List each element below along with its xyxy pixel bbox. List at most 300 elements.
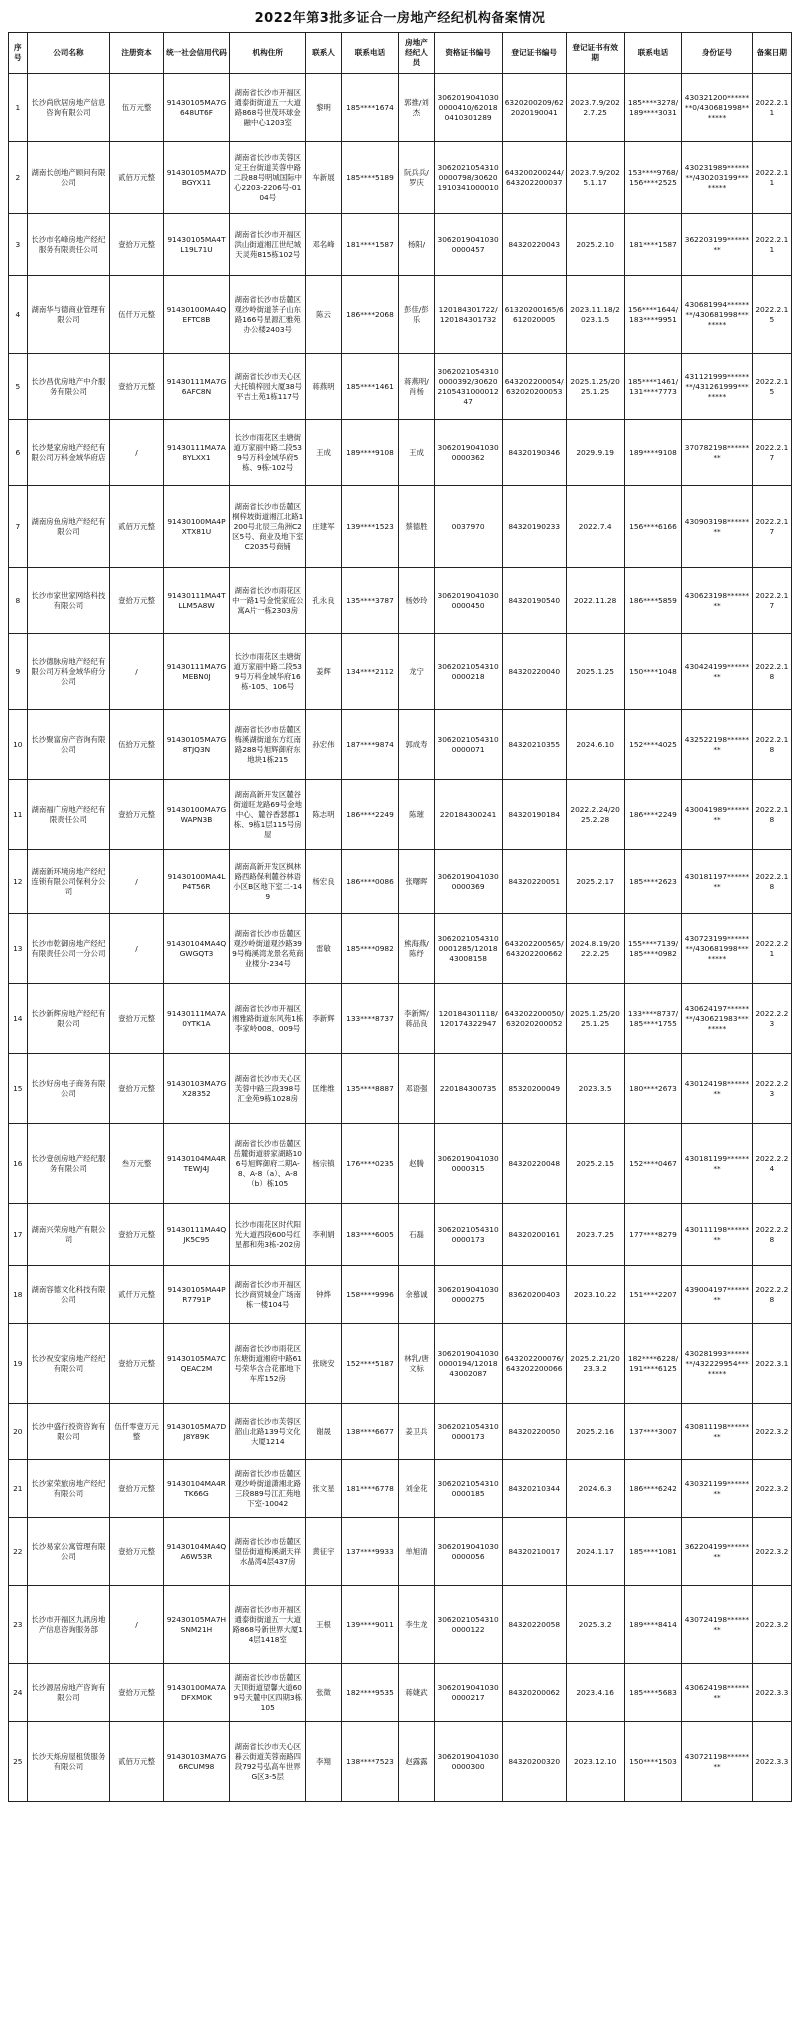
table-row	[9, 710, 792, 780]
filing-date-cell: 2022.3.2	[752, 1518, 791, 1586]
registered-capital-cell: 壹拾万元整	[110, 354, 164, 420]
company-name-cell: 长沙昌优房地产中介服务有限公司	[27, 354, 110, 420]
header-agent: 房地产经纪人员	[399, 33, 434, 74]
contact-phone-cell: 182****9535	[341, 1664, 399, 1722]
filing-date-cell: 2022.3.2	[752, 1586, 791, 1664]
filing-date-cell: 2022.2.18	[752, 850, 791, 914]
seq-cell: 7	[9, 486, 28, 568]
contact-person-cell: 李利娟	[306, 1204, 341, 1266]
credit-code-cell: 91430105MA7G8TJQ3N	[163, 710, 229, 780]
id-number-cell: 432522198********	[682, 710, 752, 780]
contact-phone-cell: 137****9933	[341, 1518, 399, 1586]
table-row	[9, 1460, 792, 1518]
header-filing-date: 备案日期	[752, 33, 791, 74]
seq-cell: 13	[9, 914, 28, 984]
company-name-cell: 长沙家荣旅房地产经纪有限公司	[27, 1460, 110, 1518]
filing-date-cell: 2022.2.18	[752, 634, 791, 710]
registration-cert-cell: 84320190540	[502, 568, 566, 634]
qualification-cert-cell: 120184301722/120184301732	[434, 276, 502, 354]
seq-cell: 20	[9, 1404, 28, 1460]
filing-date-cell: 2022.2.18	[752, 710, 791, 780]
contact-phone-cell: 185****5189	[341, 142, 399, 214]
agent-cell: 李新辉/蒋品良	[399, 984, 434, 1054]
registered-capital-cell: /	[110, 1586, 164, 1664]
registration-cert-cell: 85320200049	[502, 1054, 566, 1124]
table-header-row	[9, 33, 792, 74]
qualification-cert-cell: 30620190410300000217	[434, 1664, 502, 1722]
registration-validity-cell: 2024.6.3	[566, 1460, 624, 1518]
registration-cert-cell: 643202200076/643202200066	[502, 1324, 566, 1404]
contact-phone-cell: 138****6677	[341, 1404, 399, 1460]
qualification-cert-cell: 30620190410300000450	[434, 568, 502, 634]
contact-person-cell: 谢晟	[306, 1404, 341, 1460]
agent-phone-cell: 186****6242	[624, 1460, 682, 1518]
qualification-cert-cell: 30620190410300000362	[434, 420, 502, 486]
registration-cert-cell: 84320210344	[502, 1460, 566, 1518]
agent-phone-cell: 153****9768/156****2525	[624, 142, 682, 214]
company-name-cell: 长沙市乾御房地产经纪有限责任公司一分公司	[27, 914, 110, 984]
company-name-cell: 长沙祝安家房地产经纪有限公司	[27, 1324, 110, 1404]
contact-phone-cell: 139****1523	[341, 486, 399, 568]
company-name-cell: 长沙源居房地产咨询有限公司	[27, 1664, 110, 1722]
agent-phone-cell: 185****1461/131****7773	[624, 354, 682, 420]
registered-capital-cell: 壹拾万元整	[110, 1518, 164, 1586]
filing-date-cell: 2022.2.21	[752, 914, 791, 984]
seq-cell: 25	[9, 1722, 28, 1802]
credit-code-cell: 91430105MA7CQEAC2M	[163, 1324, 229, 1404]
header-id-number: 身份证号	[682, 33, 752, 74]
credit-code-cell: 91430111MA4TLLM5A8W	[163, 568, 229, 634]
qualification-cert-cell: 30620190410300000194/1201843002087	[434, 1324, 502, 1404]
agent-phone-cell: 186****5859	[624, 568, 682, 634]
document-title: 2022年第3批多证合一房地产经纪机构备案情况	[254, 11, 546, 26]
company-name-cell: 长沙市家世家网络科技有限公司	[27, 568, 110, 634]
table-row	[9, 74, 792, 142]
agent-phone-cell: 156****6166	[624, 486, 682, 568]
contact-person-cell: 张徵	[306, 1664, 341, 1722]
filing-date-cell: 2022.2.17	[752, 568, 791, 634]
id-number-cell: 430124198********	[682, 1054, 752, 1124]
qualification-cert-cell: 220184300241	[434, 780, 502, 850]
contact-phone-cell: 135****8887	[341, 1054, 399, 1124]
qualification-cert-cell: 220184300735	[434, 1054, 502, 1124]
registration-validity-cell: 2025.2.15	[566, 1124, 624, 1204]
agent-phone-cell: 185****5683	[624, 1664, 682, 1722]
agent-phone-cell: 150****1503	[624, 1722, 682, 1802]
seq-cell: 3	[9, 214, 28, 276]
contact-phone-cell: 186****2249	[341, 780, 399, 850]
address-cell: 湖南高新开发区麓谷街道旺龙路69号金地中心、麓谷香瑟郡1栋、9栋1层115号房屋	[230, 780, 306, 850]
address-cell: 湖南省长沙市雨花区东塘街道湘府中路61号荣华含合花都地下车库152房	[230, 1324, 306, 1404]
seq-cell: 1	[9, 74, 28, 142]
header-agent-phone: 联系电话	[624, 33, 682, 74]
contact-person-cell: 陈志明	[306, 780, 341, 850]
agent-phone-cell: 155****7139/185****0982	[624, 914, 682, 984]
qualification-cert-cell: 30620190410300000369	[434, 850, 502, 914]
filing-date-cell: 2022.3.2	[752, 1460, 791, 1518]
id-number-cell: 430424199********	[682, 634, 752, 710]
table-row	[9, 780, 792, 850]
filing-date-cell: 2022.2.11	[752, 74, 791, 142]
registered-capital-cell: 伍万元整	[110, 74, 164, 142]
agent-phone-cell: 152****0467	[624, 1124, 682, 1204]
id-number-cell: 430181197********	[682, 850, 752, 914]
registration-cert-cell: 61320200165/6612020005	[502, 276, 566, 354]
registered-capital-cell: /	[110, 420, 164, 486]
agent-cell: 郭成寿	[399, 710, 434, 780]
id-number-cell: 430281993********/432229954********	[682, 1324, 752, 1404]
contact-phone-cell: 176****0235	[341, 1124, 399, 1204]
agent-cell: 蒋燕明/肖杨	[399, 354, 434, 420]
registration-validity-cell: 2023.10.22	[566, 1266, 624, 1324]
registration-cert-cell: 643202200565/643202200662	[502, 914, 566, 984]
registered-capital-cell: 壹拾万元整	[110, 1054, 164, 1124]
contact-phone-cell: 138****7523	[341, 1722, 399, 1802]
contact-phone-cell: 158****9996	[341, 1266, 399, 1324]
credit-code-cell: 91430100MA4LP4T56R	[163, 850, 229, 914]
table-row	[9, 486, 792, 568]
id-number-cell: 439004197********	[682, 1266, 752, 1324]
registered-capital-cell: 壹拾万元整	[110, 780, 164, 850]
seq-cell: 17	[9, 1204, 28, 1266]
contact-person-cell: 匡维维	[306, 1054, 341, 1124]
id-number-cell: 430903198********	[682, 486, 752, 568]
company-name-cell: 长沙新辉房地产经纪有限公司	[27, 984, 110, 1054]
registered-capital-cell: 壹拾万元整	[110, 1664, 164, 1722]
id-number-cell: 430623198********	[682, 568, 752, 634]
contact-person-cell: 黄征宇	[306, 1518, 341, 1586]
id-number-cell: 430231989********/430203199********	[682, 142, 752, 214]
qualification-cert-cell: 30620210543100000218	[434, 634, 502, 710]
address-cell: 湖南省长沙市岳麓区天顶街道望馨大道609号天麓中区四期3栋105	[230, 1664, 306, 1722]
contact-phone-cell: 152****5187	[341, 1324, 399, 1404]
seq-cell: 6	[9, 420, 28, 486]
filing-date-cell: 2022.2.18	[752, 780, 791, 850]
registration-cert-cell: 84320190233	[502, 486, 566, 568]
company-name-cell: 长沙市开福区九訊房地产信息咨询服务部	[27, 1586, 110, 1664]
address-cell: 湖南省长沙市雨花区中一路1号金悦家庭公寓A片一栋2303房	[230, 568, 306, 634]
agent-cell: 赵腾	[399, 1124, 434, 1204]
seq-cell: 24	[9, 1664, 28, 1722]
table-row	[9, 1204, 792, 1266]
registration-validity-cell: 2024.6.10	[566, 710, 624, 780]
registration-validity-cell: 2025.2.10	[566, 214, 624, 276]
contact-person-cell: 杨宏良	[306, 850, 341, 914]
registered-capital-cell: /	[110, 634, 164, 710]
credit-code-cell: 91430105MA7DJ8Y89K	[163, 1404, 229, 1460]
agent-cell: 熊海燕/陈纾	[399, 914, 434, 984]
contact-person-cell: 姜辉	[306, 634, 341, 710]
filing-date-cell: 2022.2.15	[752, 276, 791, 354]
registration-validity-cell: 2029.9.19	[566, 420, 624, 486]
credit-code-cell: 91430103MA7GX28352	[163, 1054, 229, 1124]
company-name-cell: 长沙天烁房屋租赁服务有限公司	[27, 1722, 110, 1802]
seq-cell: 18	[9, 1266, 28, 1324]
registered-capital-cell: 壹拾万元整	[110, 984, 164, 1054]
registered-capital-cell: 贰佰万元整	[110, 486, 164, 568]
registration-validity-cell: 2022.7.4	[566, 486, 624, 568]
address-cell: 湖南省长沙市岳麓区岳麓街道骄家湖路106号旭辉御府二期A-8、A-8（a）、A-8（b）栋105	[230, 1124, 306, 1204]
contact-person-cell: 蒋燕明	[306, 354, 341, 420]
company-name-cell: 长沙市名峰房地产经纪服务有限责任公司	[27, 214, 110, 276]
registered-capital-cell: 壹拾万元整	[110, 568, 164, 634]
credit-code-cell: 91430104MA4RTK66G	[163, 1460, 229, 1518]
agent-cell: 陈璀	[399, 780, 434, 850]
agent-phone-cell: 185****1081	[624, 1518, 682, 1586]
registration-cert-cell: 84320220040	[502, 634, 566, 710]
registration-cert-cell: 84320220048	[502, 1124, 566, 1204]
qualification-cert-cell: 30620210543100000392/306202105431000012 47	[434, 354, 502, 420]
company-name-cell: 长沙楚家房地产经纪有限公司万科金域华府店	[27, 420, 110, 486]
qualification-cert-cell: 30620190410300000275	[434, 1266, 502, 1324]
contact-phone-cell: 139****9011	[341, 1586, 399, 1664]
credit-code-cell: 91430100MA7ADFXM0K	[163, 1664, 229, 1722]
contact-person-cell: 车新展	[306, 142, 341, 214]
company-name-cell: 湖南容德文化科技有限公司	[27, 1266, 110, 1324]
filing-date-cell: 2022.2.24	[752, 1124, 791, 1204]
table-row	[9, 1324, 792, 1404]
address-cell: 湖南省长沙市岳麓区观沙岭街道潇湘北路三段889号江汇苑地下室-10042	[230, 1460, 306, 1518]
address-cell: 湖南省长沙市开福区长沙商贸城金广场南栋一楼104号	[230, 1266, 306, 1324]
filing-date-cell: 2022.2.28	[752, 1266, 791, 1324]
agent-cell: 阮兵兵/罗庆	[399, 142, 434, 214]
address-cell: 湖南省长沙市岳麓区望岳街道梅溪湖天祥水晶湾4层437房	[230, 1518, 306, 1586]
credit-code-cell: 91430100MA4QEFTC8B	[163, 276, 229, 354]
registered-capital-cell: 伍仟万元整	[110, 276, 164, 354]
agent-cell: 姜卫兵	[399, 1404, 434, 1460]
agent-phone-cell: 189****8414	[624, 1586, 682, 1664]
table-row	[9, 214, 792, 276]
id-number-cell: 431121999********/431261999********	[682, 354, 752, 420]
agent-cell: 杨阳/	[399, 214, 434, 276]
id-number-cell: 362203199********	[682, 214, 752, 276]
id-number-cell: 370782198********	[682, 420, 752, 486]
contact-person-cell: 邓名峰	[306, 214, 341, 276]
table-row	[9, 984, 792, 1054]
registered-capital-cell: 贰佰万元整	[110, 142, 164, 214]
agent-cell: 彭佳/彭乐	[399, 276, 434, 354]
contact-person-cell: 雷敏	[306, 914, 341, 984]
id-number-cell: 362204199********	[682, 1518, 752, 1586]
contact-phone-cell: 186****2068	[341, 276, 399, 354]
qualification-cert-cell: 30620210543100000122	[434, 1586, 502, 1664]
contact-phone-cell: 186****0086	[341, 850, 399, 914]
registration-cert-cell: 84320220051	[502, 850, 566, 914]
agent-phone-cell: 156****1644/183****9951	[624, 276, 682, 354]
registration-validity-cell: 2023.7.9/2022.7.25	[566, 74, 624, 142]
registration-validity-cell: 2025.1.25/2025.1.25	[566, 354, 624, 420]
table-row	[9, 420, 792, 486]
id-number-cell: 430723199********/430681998********	[682, 914, 752, 984]
credit-code-cell: 91430105MA7G648UT6F	[163, 74, 229, 142]
registration-validity-cell: 2024.1.17	[566, 1518, 624, 1586]
address-cell: 湖南省长沙市岳麓区观沙岭街道观沙路399号梅溪湾龙景名苑商业楼分-234号	[230, 914, 306, 984]
credit-code-cell: 91430111MA7GMEBN0J	[163, 634, 229, 710]
agent-phone-cell: 177****8279	[624, 1204, 682, 1266]
table-row	[9, 1664, 792, 1722]
contact-person-cell: 钟烨	[306, 1266, 341, 1324]
header-registered-capital: 注册资本	[110, 33, 164, 74]
address-cell: 湖南省长沙市岳麓区观沙岭街道茶子山东路166号星源汇雅苑办公楼2403号	[230, 276, 306, 354]
header-credit-code: 统一社会信用代码	[163, 33, 229, 74]
registration-validity-cell: 2025.1.25	[566, 634, 624, 710]
filing-date-cell: 2022.2.15	[752, 354, 791, 420]
credit-code-cell: 91430111MA7A0YTK1A	[163, 984, 229, 1054]
registration-validity-cell: 2023.7.25	[566, 1204, 624, 1266]
qualification-cert-cell: 30620190410300000457	[434, 214, 502, 276]
agent-cell: 张曙晖	[399, 850, 434, 914]
seq-cell: 12	[9, 850, 28, 914]
filing-date-cell: 2022.2.23	[752, 1054, 791, 1124]
contact-person-cell: 李新辉	[306, 984, 341, 1054]
credit-code-cell: 92430105MA7HSNM21H	[163, 1586, 229, 1664]
table-row	[9, 1518, 792, 1586]
credit-code-cell: 91430105MA4PR7791P	[163, 1266, 229, 1324]
id-number-cell: 430681994********/430681998********	[682, 276, 752, 354]
table-row	[9, 1404, 792, 1460]
contact-phone-cell: 181****1587	[341, 214, 399, 276]
table-body	[9, 74, 792, 1802]
contact-person-cell: 张晓安	[306, 1324, 341, 1404]
contact-phone-cell: 181****6778	[341, 1460, 399, 1518]
registration-validity-cell: 2025.2.21/2023.3.2	[566, 1324, 624, 1404]
address-cell: 湖南省长沙市开福区湘雅路街道东风苑1栋李家岭008、009号	[230, 984, 306, 1054]
id-number-cell: 430721198********	[682, 1722, 752, 1802]
contact-phone-cell: 133****8737	[341, 984, 399, 1054]
filing-date-cell: 2022.2.17	[752, 486, 791, 568]
registration-cert-cell: 84320210355	[502, 710, 566, 780]
filing-date-cell: 2022.2.28	[752, 1204, 791, 1266]
id-number-cell: 430811198********	[682, 1404, 752, 1460]
agent-cell: 龙宁	[399, 634, 434, 710]
header-seq: 序号	[9, 33, 28, 74]
seq-cell: 2	[9, 142, 28, 214]
seq-cell: 16	[9, 1124, 28, 1204]
address-cell: 长沙市雨花区圭塘街道万家丽中路二段539号万科金域华府5栋、9栋-102号	[230, 420, 306, 486]
table-row	[9, 354, 792, 420]
company-name-cell: 长沙壹创房地产经纪服务有限公司	[27, 1124, 110, 1204]
registered-capital-cell: 壹拾万元整	[110, 1204, 164, 1266]
credit-code-cell: 91430104MA4QGWGQT3	[163, 914, 229, 984]
id-number-cell: 430724198********	[682, 1586, 752, 1664]
registered-capital-cell: /	[110, 914, 164, 984]
address-cell: 长沙市雨花区时代阳光大道西段600号红星都和苑3栋-202房	[230, 1204, 306, 1266]
qualification-cert-cell: 30620190410300000300	[434, 1722, 502, 1802]
registration-cert-cell: 84320190346	[502, 420, 566, 486]
company-name-cell: 长沙易家公寓管理有限公司	[27, 1518, 110, 1586]
credit-code-cell: 91430103MA7G6RCUM98	[163, 1722, 229, 1802]
company-name-cell: 湖南福广房地产经纪有限责任公司	[27, 780, 110, 850]
contact-phone-cell: 189****9108	[341, 420, 399, 486]
table-row	[9, 142, 792, 214]
filing-date-cell: 2022.2.17	[752, 420, 791, 486]
qualification-cert-cell: 30620210543100000185	[434, 1460, 502, 1518]
contact-phone-cell: 183****6005	[341, 1204, 399, 1266]
registration-cert-cell: 84320190184	[502, 780, 566, 850]
address-cell: 湖南省长沙市芙蓉区定王台街道芙蓉中路二段88号明城国际中心2203-2206号-0104号	[230, 142, 306, 214]
table-row	[9, 914, 792, 984]
contact-person-cell: 孔永良	[306, 568, 341, 634]
table-row	[9, 1124, 792, 1204]
registration-validity-cell: 2023.12.10	[566, 1722, 624, 1802]
seq-cell: 5	[9, 354, 28, 420]
agent-phone-cell: 186****2249	[624, 780, 682, 850]
table-row	[9, 1266, 792, 1324]
seq-cell: 4	[9, 276, 28, 354]
table-row	[9, 1054, 792, 1124]
registration-validity-cell: 2025.1.25/2025.1.25	[566, 984, 624, 1054]
seq-cell: 15	[9, 1054, 28, 1124]
agent-phone-cell: 180****2673	[624, 1054, 682, 1124]
seq-cell: 22	[9, 1518, 28, 1586]
qualification-cert-cell: 0037970	[434, 486, 502, 568]
company-name-cell: 湖南长创地产顾问有限公司	[27, 142, 110, 214]
header-registration-validity: 登记证书有效期	[566, 33, 624, 74]
filing-date-cell: 2022.3.3	[752, 1664, 791, 1722]
contact-person-cell: 孙宏伟	[306, 710, 341, 780]
seq-cell: 8	[9, 568, 28, 634]
seq-cell: 19	[9, 1324, 28, 1404]
agent-phone-cell: 185****3278/189****3031	[624, 74, 682, 142]
qualification-cert-cell: 30620190410300000410/620180410301289	[434, 74, 502, 142]
qualification-cert-cell: 30620210543100000173	[434, 1204, 502, 1266]
registration-cert-cell: 643200200244/643202200037	[502, 142, 566, 214]
registration-validity-cell: 2023.4.16	[566, 1664, 624, 1722]
id-number-cell: 430321200********0/430681998*******	[682, 74, 752, 142]
registration-cert-cell: 83620200403	[502, 1266, 566, 1324]
registration-cert-cell: 84320200161	[502, 1204, 566, 1266]
header-company-name: 公司名称	[27, 33, 110, 74]
header-registration-cert-no: 登记证书编号	[502, 33, 566, 74]
registration-cert-cell: 84320210017	[502, 1518, 566, 1586]
table-row	[9, 850, 792, 914]
company-name-cell: 湖南华与德商业管理有限公司	[27, 276, 110, 354]
credit-code-cell: 91430111MA7A8YLXX1	[163, 420, 229, 486]
company-name-cell: 长沙聚富房产咨询有限公司	[27, 710, 110, 780]
agent-cell: 王成	[399, 420, 434, 486]
id-number-cell: 430041989********	[682, 780, 752, 850]
credit-code-cell: 91430105MA4TL19L71U	[163, 214, 229, 276]
company-name-cell: 长沙尚欣居房地产信息咨询有限公司	[27, 74, 110, 142]
registration-cert-cell: 84320200062	[502, 1664, 566, 1722]
seq-cell: 21	[9, 1460, 28, 1518]
registration-validity-cell: 2025.2.16	[566, 1404, 624, 1460]
agent-phone-cell: 137****3007	[624, 1404, 682, 1460]
credit-code-cell: 91430104MA4QA6W53R	[163, 1518, 229, 1586]
id-number-cell: 430624197********/430621983********	[682, 984, 752, 1054]
contact-person-cell: 杨宗镇	[306, 1124, 341, 1204]
registration-cert-cell: 643202200054/632020200053	[502, 354, 566, 420]
registered-capital-cell: 叁万元整	[110, 1124, 164, 1204]
seq-cell: 11	[9, 780, 28, 850]
header-contact-person: 联系人	[306, 33, 341, 74]
qualification-cert-cell: 30620190410300000315	[434, 1124, 502, 1204]
contact-phone-cell: 185****1674	[341, 74, 399, 142]
registered-capital-cell: 贰仟万元整	[110, 1266, 164, 1324]
address-cell: 湖南省长沙市岳麓区桐梓坡街道湘江北路1200号北辰三角洲C2区5号、商业及地下室C2035号商铺	[230, 486, 306, 568]
registration-validity-cell: 2023.11.18/2023.1.5	[566, 276, 624, 354]
filing-date-cell: 2022.3.3	[752, 1722, 791, 1802]
agent-cell: 赵露露	[399, 1722, 434, 1802]
table-row	[9, 634, 792, 710]
registered-capital-cell: 壹拾万元整	[110, 1324, 164, 1404]
qualification-cert-cell: 30620210543100000071	[434, 710, 502, 780]
contact-person-cell: 张文星	[306, 1460, 341, 1518]
address-cell: 湖南省长沙市芙蓉区韶山北路139号文化大厦1214	[230, 1404, 306, 1460]
address-cell: 湖南省长沙市天心区芙蓉中路三段398号汇金苑9栋1028房	[230, 1054, 306, 1124]
address-cell: 湖南省长沙市开福区通泰街街道五一大道路868号新世界大厦14层1418室	[230, 1586, 306, 1664]
credit-code-cell: 91430100MA7GWAPN3B	[163, 780, 229, 850]
